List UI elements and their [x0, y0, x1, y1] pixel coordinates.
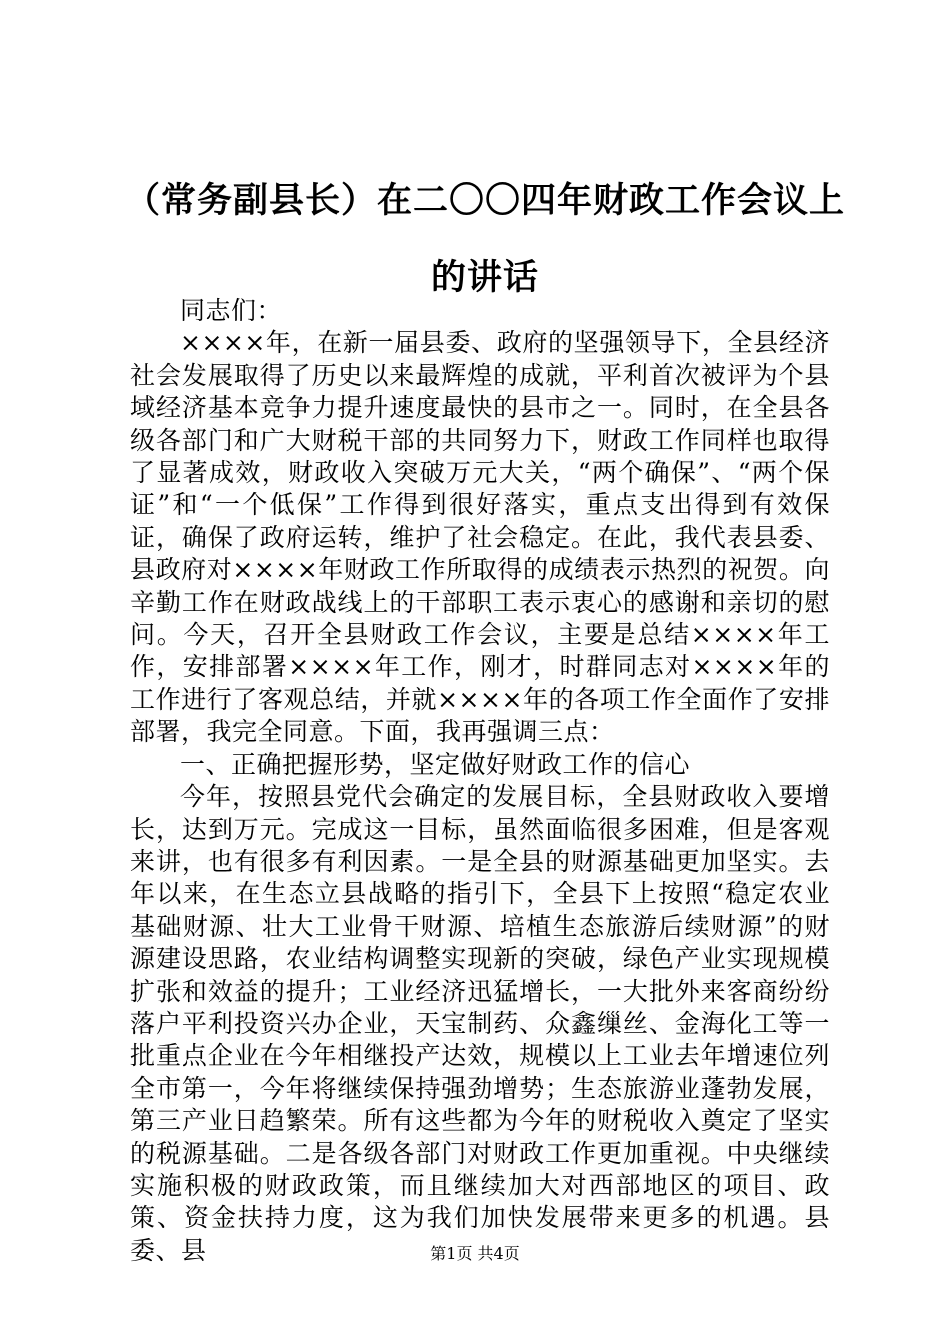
page-footer: 第1页 共4页 — [430, 1244, 520, 1263]
title-line-2: 的讲话 — [430, 257, 539, 298]
title-line-1: （常务副县长）在二〇〇四年财政工作会议上 — [124, 180, 845, 221]
document-body — [130, 295, 830, 1267]
document-title — [100, 162, 870, 316]
salutation: 同志们： — [180, 296, 283, 325]
section-heading: 一、正确把握形势，坚定做好财政工作的信心 — [180, 749, 691, 779]
body-paragraph: ××××年，在新一届县委、政府的坚强领导下，全县经济社会发展取得了历史以来最辉煌的成就，平利首次被评为个县域经济基本竞争力提升速度最快的县市之一。同时，在全县各级各部门和广大财税干部的共同努力下，财政工作同样也取得了显著成效，财政收入突破万元大关，“两个确保”、“两个保证”和“一个低保”工作得到很好落实，重点支出得到有效保证，确保了政府运转，维护了社会稳定。在此，我代表县委、县政府对××××年财政工作所取得的成绩表示热烈的祝贺。向辛勤工作在财政战线上的干部职工表示衷心的感谢和亲切的慰问。今天，召开全县财政工作会议，主要是总结××××年工作，安排部署××××年工作，刚才，时群同志对××××年的工作进行了客观总结，并就××××年的各项工作全面作了安排部署，我完全同意。下面，我再强调三点： — [130, 328, 830, 747]
body-paragraph: 今年，按照县党代会确定的发展目标，全县财政收入要增长，达到万元。完成这一目标，虽然面临很多困难，但是客观来讲，也有很多有利因素。一是全县的财源基础更加坚实。去年以来，在生态立县战略的指引下，全县下上按照“稳定农业基础财源、壮大工业骨干财源、培植生态旅游后续财源”的财源建设思路，农业结构调整实现新的突破，绿色产业实现规模扩张和效益的提升；工业经济迅猛增长，一大批外来客商纷纷落户平利投资兴办企业，天宝制药、众鑫缫丝、金海化工等一批重点企业在今年相继投产达效，规模以上工业去年增速位列全市第一，今年将继续保持强劲增势；生态旅游业蓬勃发展，第三产业日趋繁荣。所有这些都为今年的财税收入奠定了坚实的税源基础。二是各级各部门对财政工作更加重视。中央继续实施积极的财政政策，而且继续加大对西部地区的项目、政策、资金扶持力度，这为我们加快发展带来更多的机遇。县委、县 — [130, 782, 830, 1265]
